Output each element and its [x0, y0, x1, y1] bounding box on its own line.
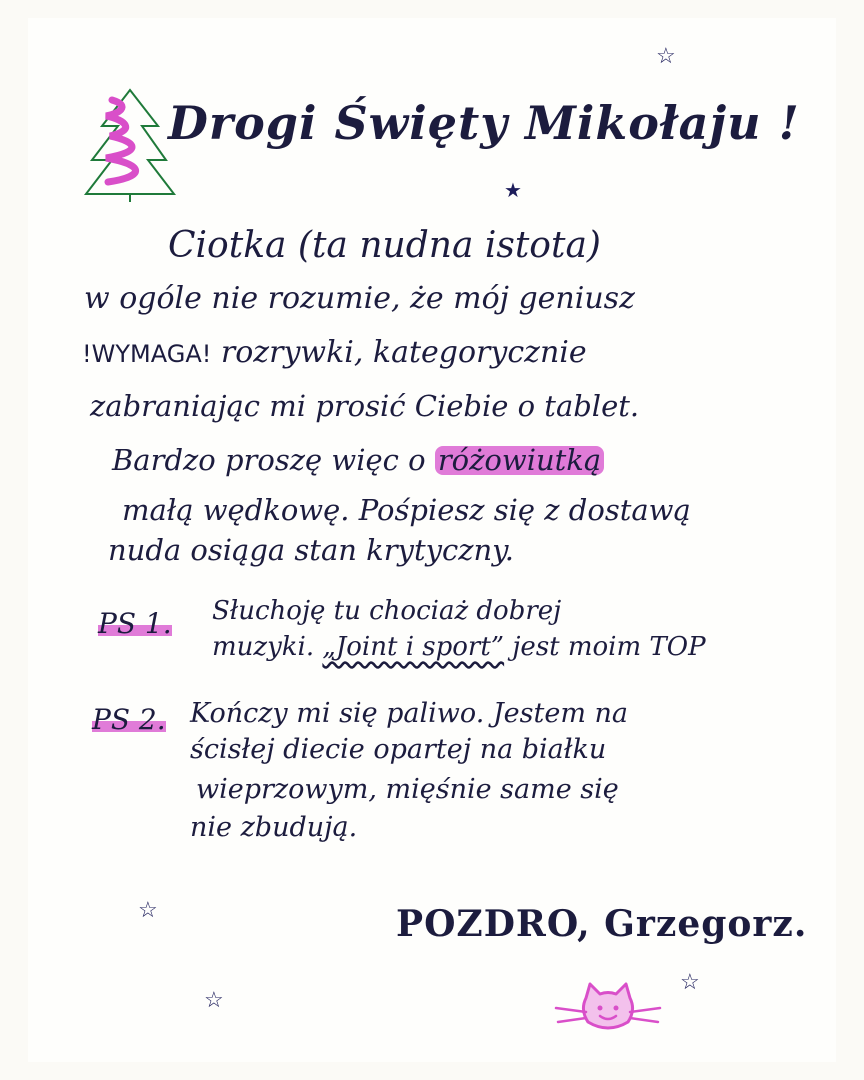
- ps1-line-2-suffix: jest moim TOP: [504, 632, 706, 662]
- body-line-5: [112, 443, 604, 477]
- christmas-tree-icon: [82, 86, 178, 202]
- highlighted-word: różowiutką: [435, 446, 604, 475]
- signature: POZDRO, Grzegorz.: [396, 903, 808, 945]
- ps2-line-1: Kończy mi się paliwo. Jestem na: [190, 698, 629, 729]
- letter-title: Drogi Święty Mikołaju !: [168, 96, 800, 150]
- ps1-line-2-prefix: muzyki.: [212, 632, 323, 662]
- body-line-4: zabraniając mi prosić Ciebie o tablet.: [90, 389, 640, 423]
- body-line-5-prefix: Bardzo proszę więc o: [112, 443, 435, 477]
- ps2-line-3: wieprzowym, mięśnie same się: [196, 774, 619, 805]
- star-icon: ☆: [656, 44, 676, 69]
- star-icon: ☆: [204, 988, 224, 1013]
- body-line-2: w ogóle nie rozumie, że mój geniusz: [84, 281, 635, 316]
- ps2-line-2: ścisłej diecie opartej na białku: [190, 734, 607, 765]
- star-icon: ★: [504, 178, 522, 202]
- body-line-1: Ciotka (ta nudna istota): [168, 225, 601, 266]
- body-line-3-rest: rozrywki, kategorycznie: [211, 335, 587, 370]
- star-icon: ☆: [680, 970, 700, 995]
- ps1-line-2: [212, 634, 706, 660]
- body-line-3: [82, 335, 587, 370]
- ps1-line-1: Słuchoję tu chociaż dobrej: [212, 596, 562, 626]
- ps1-label: PS 1.: [98, 607, 172, 640]
- body-line-6: małą wędkowę. Pośpiesz się z dostawą: [122, 493, 691, 527]
- ps2-line-4: nie zbudują.: [190, 812, 358, 843]
- body-line-7: nuda osiąga stan krytyczny.: [108, 533, 514, 567]
- ps2-label: PS 2.: [92, 703, 166, 736]
- ps1-song-title: „Joint i sport”: [322, 632, 505, 662]
- wymaga-word: !WYMAGA!: [82, 340, 212, 368]
- star-icon: ☆: [138, 898, 158, 923]
- cat-face-icon: [552, 980, 664, 1040]
